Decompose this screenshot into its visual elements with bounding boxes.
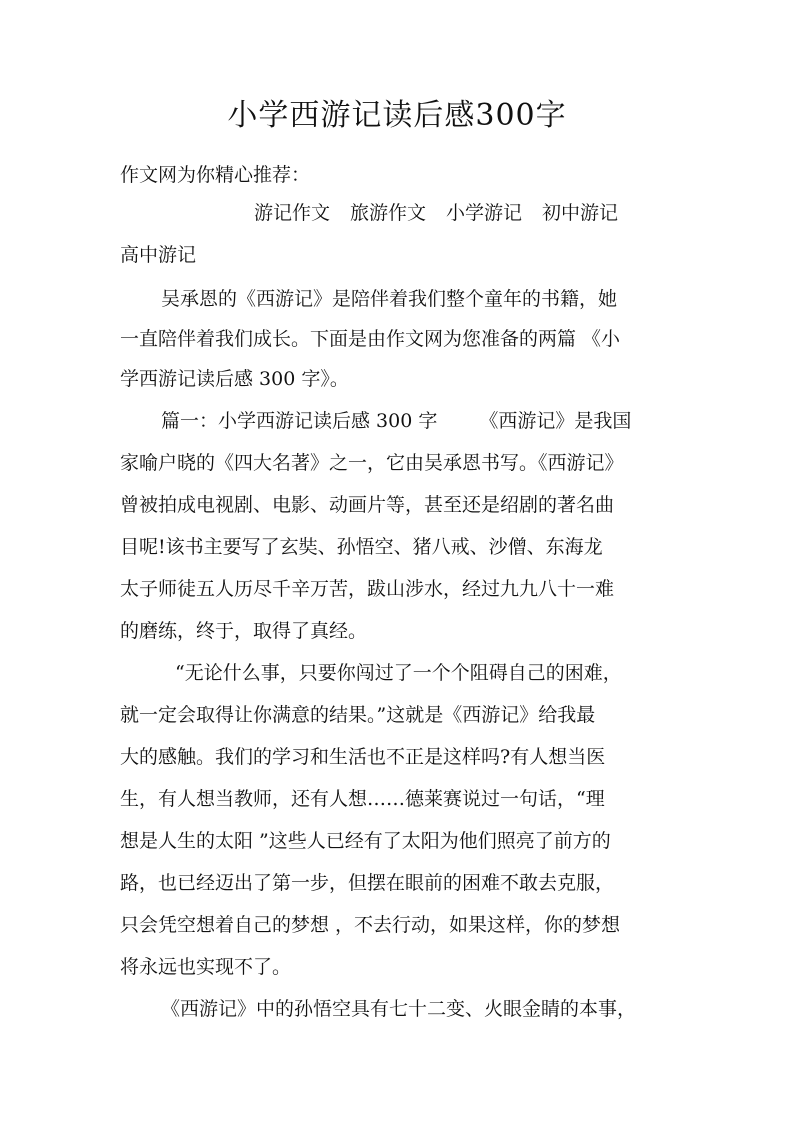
paragraph-line: 的磨练，终于，取得了真经。: [120, 620, 368, 642]
paragraph-line: 就一定会取得让你满意的结果。”这就是《西游记》给我最: [120, 704, 596, 726]
paragraph-line: 目呢!该书主要写了玄奘、孙悟空、猪八戒、沙僧、东海龙: [120, 536, 603, 558]
keyword-link-xiaoxue[interactable]: 小学游记: [446, 202, 523, 224]
paragraph-line: 生，有人想当教师，还有人想……德莱赛说过一句话，“理: [120, 788, 605, 810]
essay-heading-line: [161, 406, 631, 436]
paragraph-line: 学西游记读后感 300 字》。: [120, 368, 349, 390]
paragraph-line: 曾被拍成电视剧、电影、动画片等，甚至还是绍剧的著名曲: [120, 494, 615, 516]
keyword-link-lvyou[interactable]: 旅游作文: [350, 202, 427, 224]
paragraph-line: 《西游记》中的孙悟空具有七十二变、火眼金睛的本事，: [161, 998, 637, 1020]
paragraph-line: 家喻户晓的《四大名著》之一，它由吴承恩书写。《西游记》: [120, 452, 624, 474]
intro-text: 作文网为你精心推荐：: [120, 164, 311, 186]
paragraph-line: 吴承恩的《西游记》是陪伴着我们整个童年的书籍，她: [161, 288, 618, 310]
page-title: 小学西游记读后感300字: [227, 98, 567, 133]
keyword-link-chuzhong[interactable]: 初中游记: [542, 202, 619, 224]
keyword-link-youji[interactable]: 游记作文: [254, 202, 331, 224]
paragraph-line: 大的感触。我们的学习和生活也不正是这样吗?有人想当医: [120, 746, 606, 768]
keyword-links: [254, 198, 618, 228]
paragraph-line: 将永远也实现不了。: [120, 956, 292, 978]
paragraph-line: 一直陪伴着我们成长。下面是由作文网为您准备的两篇 《小: [120, 328, 621, 350]
keyword-link-gaozhong[interactable]: 高中游记: [120, 244, 197, 266]
paragraph-line: 路，也已经迈出了第一步，但摆在眼前的困难不敢去克服，: [120, 872, 615, 894]
paragraph-line: 《西游记》是我国: [479, 410, 632, 432]
paragraph-line: 只会凭空想着自己的梦想 ，不去行动，如果这样，你的梦想: [120, 914, 621, 936]
paragraph-line: “无论什么事，只要你闯过了一个个阻碍自己的困难，: [175, 662, 622, 684]
essay-heading: 篇一：小学西游记读后感 300 字: [161, 410, 438, 432]
paragraph-line: 想是人生的太阳 ”这些人已经有了太阳为他们照亮了前方的: [120, 830, 611, 852]
paragraph-line: 太子师徒五人历尽千辛万苦，跋山涉水，经过九九八十一难: [120, 578, 615, 600]
